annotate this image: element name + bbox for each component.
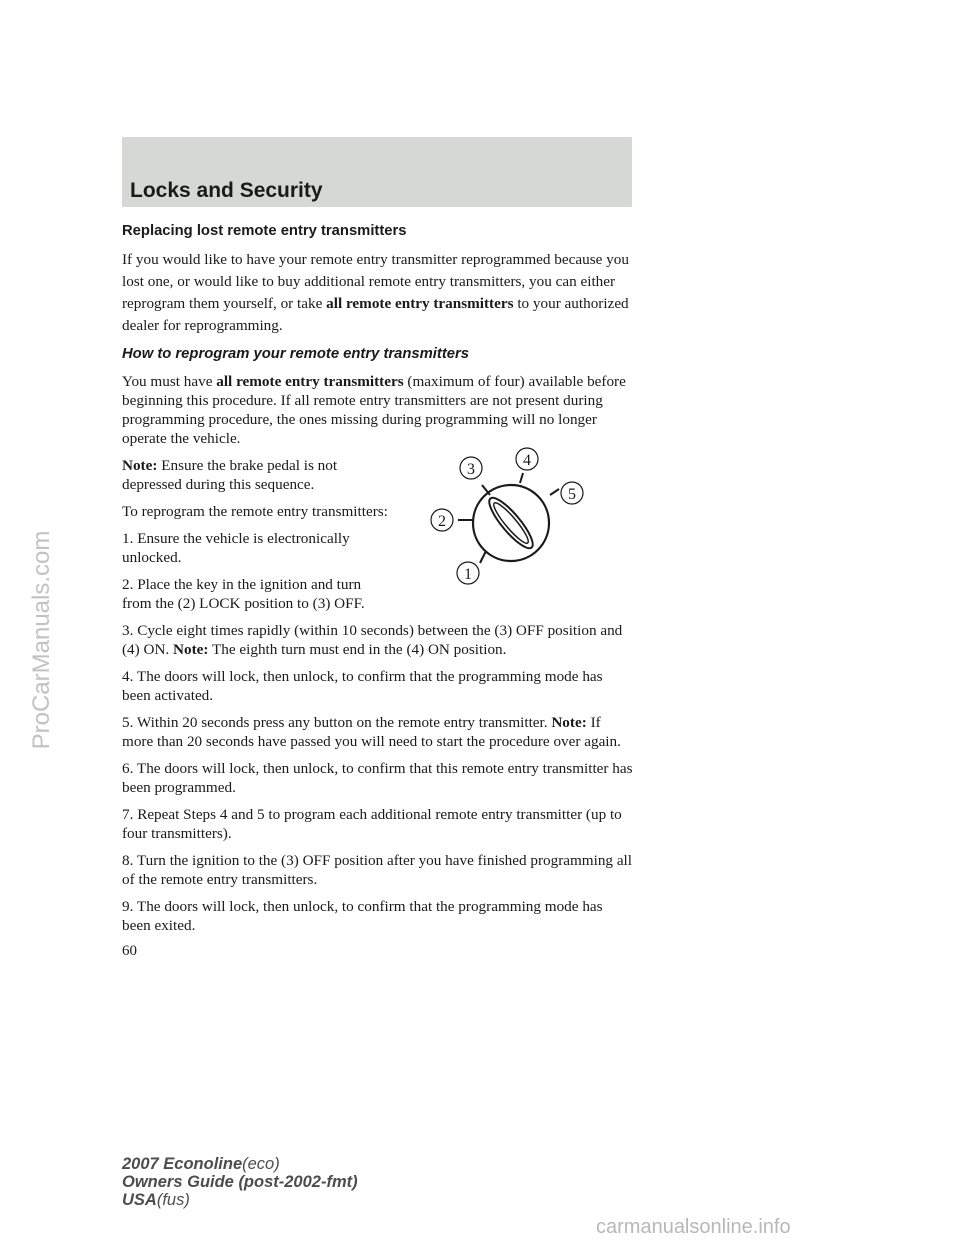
step-3-note: The eighth turn must end in the (4) ON position. (212, 641, 507, 658)
must-have-bold-text: all remote entry transmitters (216, 373, 404, 390)
intro-text: If you would like to have your remote entry transmitter reprogrammed because you lost one, or would like to buy additional remote entry transmitters, you can either reprogram them yourself, or take (122, 251, 629, 312)
footer-line-2: Owners Guide (post-2002-fmt) (122, 1173, 358, 1191)
tick-5 (550, 489, 559, 495)
label-2: 2 (438, 513, 446, 530)
section-heading: Replacing lost remote entry transmitters (122, 223, 407, 239)
label-1: 1 (464, 566, 472, 583)
step-4: 4. The doors will lock, then unlock, to confirm that the programming mode has been activated. (122, 668, 603, 704)
to-reprogram-text: To reprogram the remote entry transmitters: (122, 503, 388, 520)
watermark (27, 500, 57, 780)
step-5-note: If more than 20 seconds have passed you will need to start the procedure over again. (122, 714, 621, 750)
subheading: How to reprogram your remote entry transmitters (122, 346, 469, 362)
tick-1 (480, 551, 486, 563)
must-have-text: You must have (122, 373, 213, 390)
step-1: 1. Ensure the vehicle is electronically unlocked. (122, 530, 350, 566)
document-footer (122, 1155, 358, 1209)
step-7: 7. Repeat Steps 4 and 5 to program each additional remote entry transmitter (up to four transmitters). (122, 806, 622, 842)
must-have-paragraph (122, 372, 634, 448)
note-text: Ensure the brake pedal is not depressed during this sequence. (122, 457, 338, 493)
intro-paragraph (122, 249, 634, 337)
footer-line-3 (122, 1191, 358, 1209)
label-3: 3 (467, 461, 475, 478)
footer-line-1 (122, 1155, 358, 1173)
tick-4 (520, 473, 523, 483)
step-5-text: 5. Within 20 seconds press any button on the remote entry transmitter. (122, 714, 548, 731)
ignition-diagram (420, 443, 610, 593)
note-label: Note: (122, 457, 158, 474)
footer-market-code: (fus) (156, 1191, 190, 1209)
section-title: Locks and Security (130, 179, 323, 202)
label-4: 4 (523, 452, 531, 469)
note-brake (122, 456, 392, 494)
intro-text-end: to your authorized dealer for reprogramming. (122, 295, 629, 334)
step-3 (122, 621, 634, 659)
page-number: 60 (122, 943, 137, 959)
step-3-note-label: Note: (173, 641, 209, 658)
intro-bold-text: all remote entry transmitters (326, 295, 514, 312)
footer-market: USA (122, 1191, 157, 1209)
watermark-text: ProCarManuals.com (28, 530, 55, 750)
step-5 (122, 713, 634, 751)
ignition-cylinder (473, 485, 549, 561)
step-5-note-label: Note: (551, 714, 587, 731)
label-5: 5 (568, 486, 576, 503)
step-8: 8. Turn the ignition to the (3) OFF position after you have finished programming all of the remote entry transmitters. (122, 852, 632, 888)
step-2: 2. Place the key in the ignition and turn from the (2) LOCK position to (3) OFF. (122, 576, 365, 612)
site-mark: carmanualsonline.info (596, 1216, 791, 1238)
position-labels (431, 448, 583, 584)
step-9: 9. The doors will lock, then unlock, to confirm that the programming mode has been exited. (122, 898, 603, 934)
section-header-band (122, 137, 632, 207)
step-3-text: 3. Cycle eight times rapidly (within 10 seconds) between the (3) OFF position and (4) ON. (122, 622, 623, 658)
step-6: 6. The doors will lock, then unlock, to confirm that this remote entry transmitter has been programmed. (122, 760, 633, 796)
must-have-text-end: (maximum of four) available before beginning this procedure. If all remote entry transmitters are not present during programming procedure, the ones missing during programming will no longer operate the vehicle. (122, 373, 626, 447)
footer-model-code: (eco) (242, 1155, 280, 1173)
footer-model: 2007 Econoline (122, 1155, 243, 1173)
